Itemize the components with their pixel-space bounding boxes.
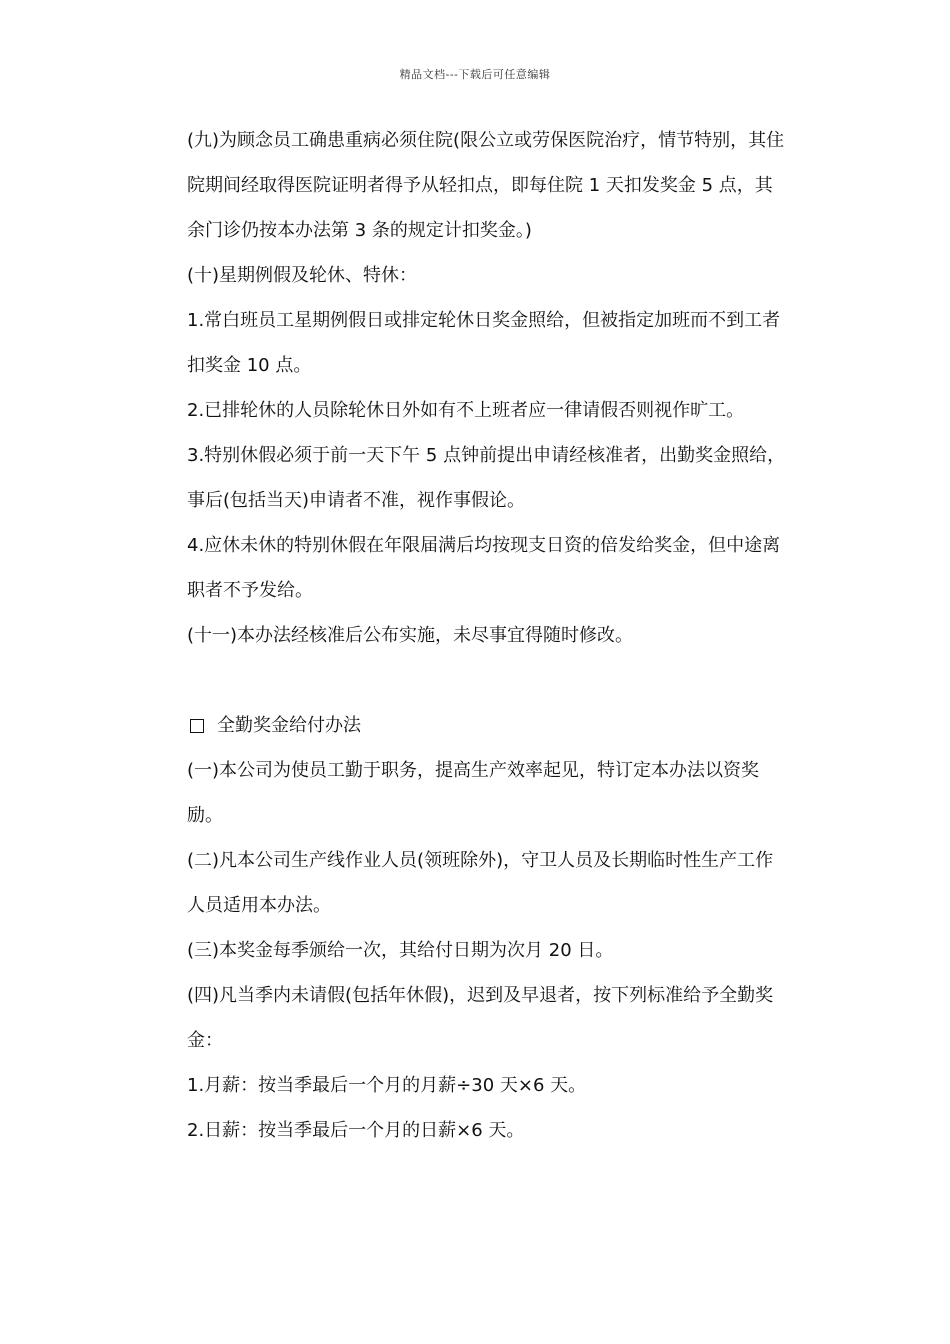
paragraph-item-9: (九)为顾念员工确患重病必须住院(限公立或劳保医院治疗，情节特别，其住院期间经取得医院证明者得予从轻扣点，即每住院 1 天扣发奖金 5 点，其余门诊仍按本办法第 3 条的规定计扣奖金。) (187, 130, 785, 241)
page-header: 精品文档---下载后可任意编辑 (399, 68, 551, 81)
paragraph-item-11: (十一)本办法经核准后公布实施，未尽事宜得随时修改。 (187, 625, 634, 646)
paragraph-item-10-sub-4: 4.应休未休的特别休假在年限届满后均按现支日资的倍发给奖金，但中途离职者不予发给。 (187, 535, 781, 601)
paragraph-item-10-sub-3: 3.特别休假必须于前一天下午 5 点钟前提出申请经核准者，出勤奖金照给，事后(包括当天)申请者不准，视作事假论。 (187, 445, 786, 511)
paragraph-item-10-sub-2: 2.已排轮休的人员除轮休日外如有不上班者应一律请假否则视作旷工。 (187, 400, 745, 421)
paragraph-bonus-item-4-sub-2: 2.日薪：按当季最后一个月的日薪×6 天。 (187, 1120, 525, 1141)
paragraph-bonus-item-1: (一)本公司为使员工勤于职务，提高生产效率起见，特订定本办法以资奖励。 (187, 760, 760, 826)
section-heading (187, 703, 787, 748)
section-spacer (187, 658, 787, 703)
document-body (187, 118, 787, 1153)
paragraph-item-10-title: (十)星期例假及轮休、特休： (187, 265, 418, 286)
section-heading-text: 全勤奖金给付办法 (217, 715, 361, 736)
paragraph-bonus-item-4-sub-1: 1.月薪：按当季最后一个月的月薪÷30 天×6 天。 (187, 1075, 587, 1096)
paragraph-bonus-item-3: (三)本奖金每季颁给一次，其给付日期为次月 20 日。 (187, 940, 614, 961)
paragraph-bonus-item-2: (二)凡本公司生产线作业人员(领班除外)，守卫人员及长期临时性生产工作人员适用本办法。 (187, 850, 774, 916)
paragraph-item-10-sub-1: 1.常白班员工星期例假日或排定轮休日奖金照给，但被指定加班而不到工者扣奖金 10 点。 (187, 310, 781, 376)
paragraph-bonus-item-4: (四)凡当季内未请假(包括年休假)，迟到及早退者，按下列标准给予全勤奖金： (187, 985, 774, 1051)
checkbox-icon (190, 719, 204, 733)
